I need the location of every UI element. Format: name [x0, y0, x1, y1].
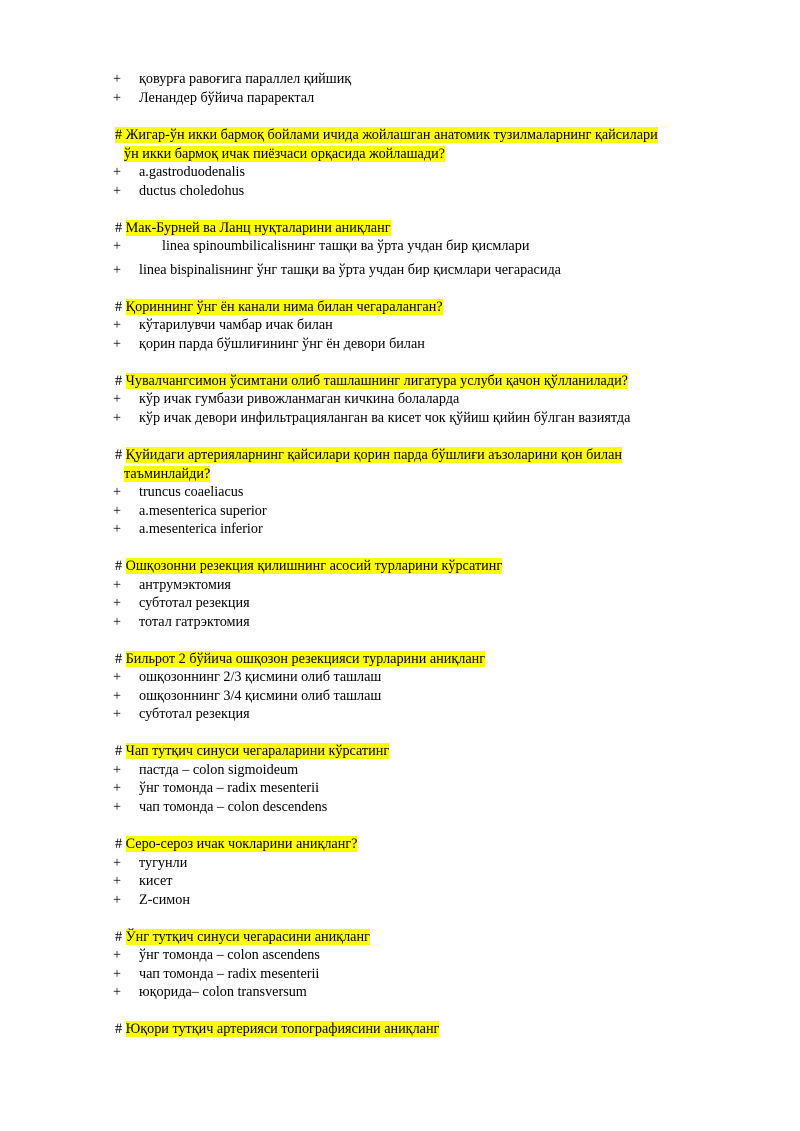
- hash-mark: #: [115, 447, 123, 463]
- plus-mark: +: [113, 577, 122, 593]
- answer-text: антрумэктомия: [139, 577, 231, 593]
- answer-text: пастда – colon sigmoideum: [139, 762, 299, 778]
- question-text: Юқори тутқич артерияси топографиясини аниқланг: [125, 1021, 440, 1037]
- answer-text: кўр ичак девори инфильтрацияланган ва кисет чок қўйиш қийин бўлган вазиятда: [139, 410, 631, 426]
- question-text-highlight: [115, 127, 658, 143]
- plus-mark: +: [113, 873, 122, 889]
- answer-text: ўнг томонда – colon ascendens: [139, 947, 320, 963]
- answer-text: юқорида– colon transversum: [139, 984, 307, 1000]
- question-line: [115, 557, 502, 575]
- plus-mark: +: [113, 71, 122, 87]
- plus-mark: +: [113, 521, 122, 537]
- answer-text: ўнг томонда – radix mesenterii: [139, 780, 320, 796]
- answer-text: ductus choledohus: [139, 183, 245, 199]
- hash-mark: #: [115, 127, 123, 143]
- question-line: [115, 219, 391, 237]
- question-text: Бильрот 2 бўйича ошқозон резекцияси турларини аниқланг: [125, 651, 486, 667]
- answer-text: кўтарилувчи чамбар ичак билан: [139, 317, 333, 333]
- plus-mark: +: [113, 164, 122, 180]
- answer-text: қовурға равоғига параллел қийшиқ: [139, 71, 352, 87]
- plus-mark: +: [113, 484, 122, 500]
- plus-mark: +: [113, 90, 122, 106]
- answer-text: Z-симон: [139, 892, 190, 908]
- answer-text: a.mesenterica superior: [139, 503, 267, 519]
- plus-mark: +: [113, 762, 122, 778]
- plus-mark: +: [113, 780, 122, 796]
- plus-mark: +: [113, 947, 122, 963]
- question-line: [124, 145, 445, 163]
- question-line: [115, 126, 658, 144]
- question-text: Қориннинг ўнг ён канали нима билан чегараланган?: [125, 299, 443, 315]
- answer-text: linea spinoumbilicalisнинг ташқи ва ўрта учдан бир қисмлари: [162, 238, 530, 254]
- question-text: таъминлайди?: [124, 466, 211, 482]
- question-text: Жигар-ўн икки бармоқ бойлами ичида жойлашган анатомик тузилмаларнинг қайсилари: [125, 127, 658, 143]
- answer-text: тугунли: [139, 855, 188, 871]
- hash-mark: #: [115, 651, 123, 667]
- question-text: Серо-сероз ичак чокларини аниқланг?: [125, 836, 358, 852]
- answer-text: субтотал резекция: [139, 706, 250, 722]
- answer-text: қорин парда бўшлиғининг ўнг ён девори билан: [139, 336, 425, 352]
- plus-mark: +: [113, 391, 122, 407]
- plus-mark: +: [113, 966, 122, 982]
- question-line: [115, 372, 628, 390]
- answer-text: ошқозоннинг 3/4 қисмини олиб ташлаш: [139, 688, 382, 704]
- answer-text: Ленандер бўйича параректал: [139, 90, 315, 106]
- answer-text: кисет: [139, 873, 173, 889]
- answer-text: субтотал резекция: [139, 595, 250, 611]
- question-line: [115, 742, 389, 760]
- hash-mark: #: [115, 929, 123, 945]
- plus-mark: +: [113, 238, 122, 254]
- plus-mark: +: [113, 855, 122, 871]
- question-line: [115, 446, 622, 464]
- plus-mark: +: [113, 317, 122, 333]
- plus-mark: +: [113, 706, 122, 722]
- plus-mark: +: [113, 595, 122, 611]
- hash-mark: #: [115, 836, 123, 852]
- question-line: [115, 835, 357, 853]
- question-text: Чувалчангсимон ўсимтани олиб ташлашнинг лигатура услуби қачон қўлланилади?: [125, 373, 628, 389]
- question-line: [115, 298, 443, 316]
- question-text: Мак-Бурней ва Ланц нуқталарини аниқланг: [125, 220, 391, 236]
- plus-mark: +: [113, 892, 122, 908]
- answer-text: чап томонда – radix mesenterii: [139, 966, 320, 982]
- hash-mark: #: [115, 1021, 123, 1037]
- plus-mark: +: [113, 688, 122, 704]
- plus-mark: +: [113, 984, 122, 1000]
- plus-mark: +: [113, 503, 122, 519]
- plus-mark: +: [113, 262, 122, 278]
- plus-mark: +: [113, 336, 122, 352]
- plus-mark: +: [113, 410, 122, 426]
- answer-text: тотал гатрэктомия: [139, 614, 250, 630]
- answer-text: кўр ичак гумбази ривожланмаган кичкина болаларда: [139, 391, 460, 407]
- plus-mark: +: [113, 183, 122, 199]
- question-line: [115, 650, 485, 668]
- question-text: Қуйидаги артерияларнинг қайсилари қорин парда бўшлиғи аъзоларини қон билан: [125, 447, 622, 463]
- hash-mark: #: [115, 373, 123, 389]
- answer-text: a.gastroduodenalis: [139, 164, 245, 180]
- answer-text: чап томонда – colon descendens: [139, 799, 328, 815]
- question-text: Ошқозонни резекция қилишнинг асосий турларини кўрсатинг: [125, 558, 503, 574]
- plus-mark: +: [113, 799, 122, 815]
- question-text: ўн икки бармоқ ичак пиёзчаси орқасида жойлашади?: [124, 146, 445, 162]
- hash-mark: #: [115, 743, 123, 759]
- question-text: Чап тутқич синуси чегараларини кўрсатинг: [125, 743, 390, 759]
- question-text: Ўнг тутқич синуси чегарасини аниқланг: [125, 929, 370, 945]
- hash-mark: #: [115, 299, 123, 315]
- plus-mark: +: [113, 614, 122, 630]
- question-line: [115, 928, 370, 946]
- answer-text: a.mesenterica inferior: [139, 521, 263, 537]
- answer-text: ошқозоннинг 2/3 қисмини олиб ташлаш: [139, 669, 382, 685]
- hash-mark: #: [115, 220, 123, 236]
- question-line: [115, 1020, 439, 1038]
- answer-text: truncus coaeliacus: [139, 484, 244, 500]
- question-line: [124, 465, 210, 483]
- plus-mark: +: [113, 669, 122, 685]
- hash-mark: #: [115, 558, 123, 574]
- answer-text: linea bispinalisнинг ўнг ташқи ва ўрта учдан бир қисмлари чегарасида: [139, 262, 561, 278]
